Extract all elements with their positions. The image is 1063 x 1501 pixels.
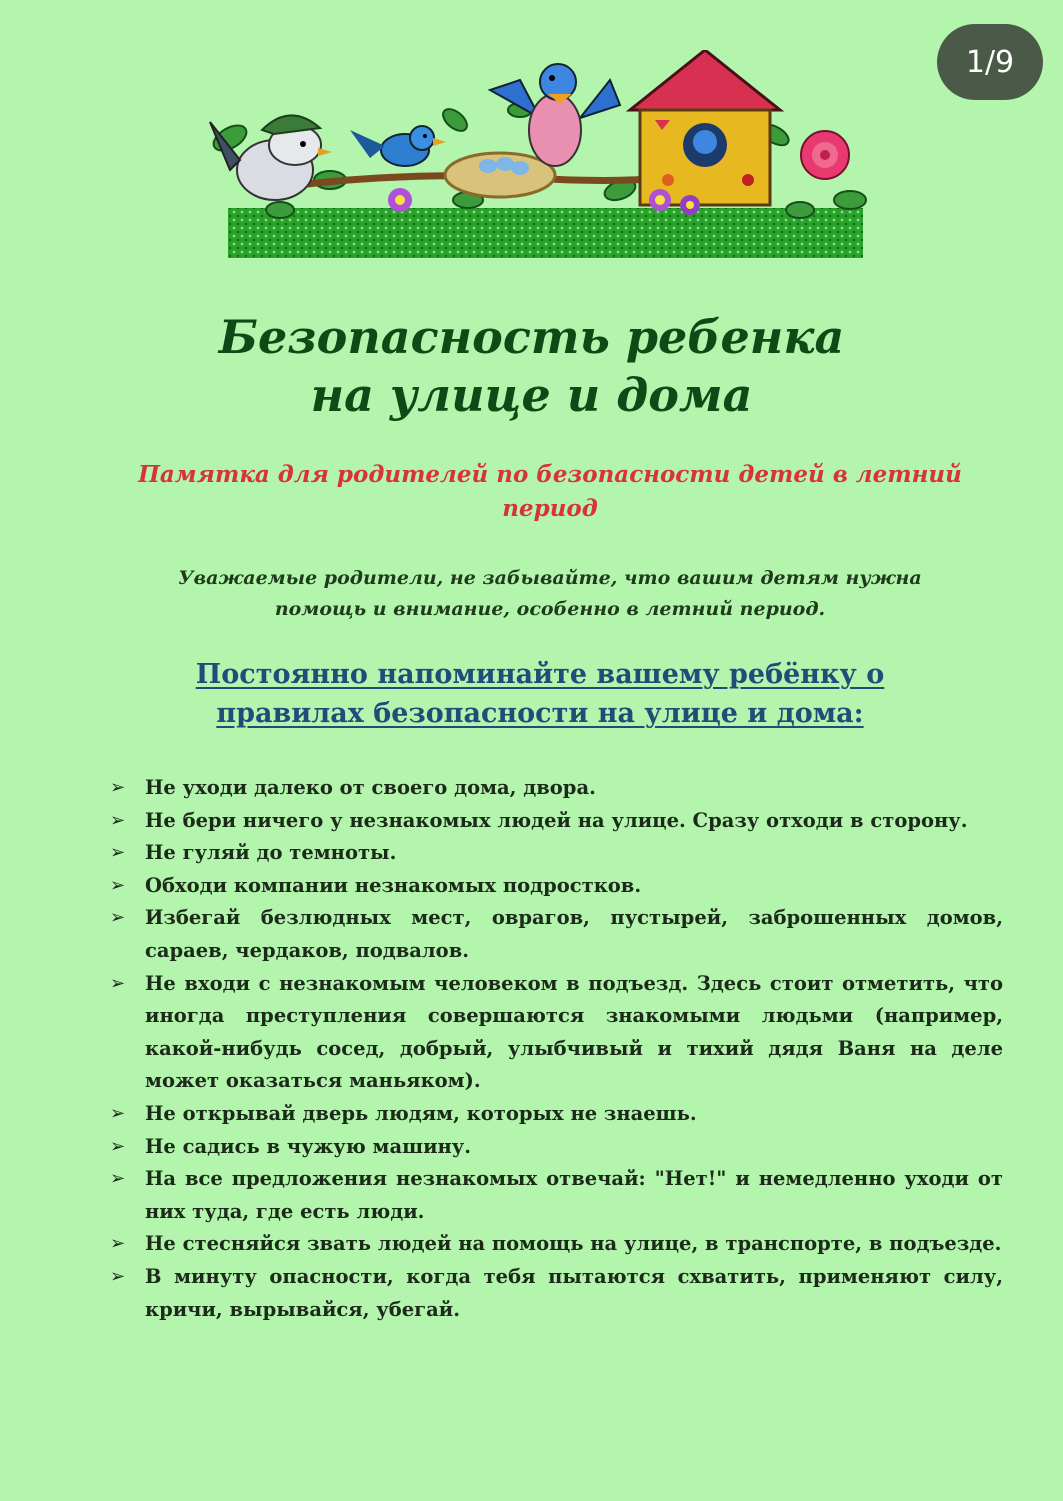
bullet-arrow-icon: ➢ xyxy=(110,1265,126,1287)
page-title xyxy=(0,308,1063,424)
rose-icon xyxy=(801,131,849,179)
title-line-1: Безопасность ребенка xyxy=(218,310,845,364)
list-item xyxy=(108,902,1003,967)
intro-line-2: помощь и внимание, особенно в летний период. xyxy=(274,598,826,620)
rules-list xyxy=(108,772,1003,1326)
list-item xyxy=(108,1131,1003,1164)
list-item xyxy=(108,837,1003,870)
list-item xyxy=(108,1163,1003,1228)
list-item xyxy=(108,772,1003,805)
list-item xyxy=(108,1228,1003,1261)
bullet-arrow-icon: ➢ xyxy=(110,809,126,831)
title-line-2: на улице и дома xyxy=(310,368,753,422)
rules-heading-line-1: Постоянно напоминайте вашему ребёнку о xyxy=(195,659,885,690)
subtitle-line-1: Памятка для родителей по безопасности детей в летний xyxy=(138,461,962,488)
bullet-arrow-icon: ➢ xyxy=(110,1102,126,1124)
intro-text xyxy=(60,563,1040,625)
rule-text: В минуту опасности, когда тебя пытаются схватить, применяют силу, кричи, вырывайся, убегай. xyxy=(145,1264,1003,1321)
list-item xyxy=(108,870,1003,903)
rule-text: Не стесняйся звать людей на помощь на улице, в транспорте, в подъезде. xyxy=(145,1232,1002,1256)
bird-nest-icon xyxy=(445,153,555,197)
intro-line-1: Уважаемые родители, не забывайте, что вашим детям нужна xyxy=(178,567,922,589)
bullet-arrow-icon: ➢ xyxy=(110,777,126,798)
subtitle xyxy=(60,458,1040,526)
list-item xyxy=(108,805,1003,838)
rule-text: Не открывай дверь людям, которых не знаешь. xyxy=(145,1101,697,1125)
grass-icon xyxy=(228,208,863,258)
bullet-arrow-icon: ➢ xyxy=(110,874,126,896)
bullet-arrow-icon: ➢ xyxy=(110,1168,126,1190)
rule-text: Не садись в чужую машину. xyxy=(145,1134,472,1158)
list-item xyxy=(108,1261,1003,1326)
garden-banner-illustration xyxy=(200,50,870,265)
rule-text: Обходи компании незнакомых подростков. xyxy=(145,873,642,897)
bird-icon xyxy=(490,64,620,166)
rule-text: Не входи с незнакомым человеком в подъезд. Здесь стоит отметить, что иногда преступления совершаются знакомыми людьми (например, какой-нибудь сосед, добрый, улыбчивый и тихий дядя Ваня на деле может оказаться маньяком). xyxy=(145,971,1003,1093)
bullet-arrow-icon: ➢ xyxy=(110,907,126,929)
bullet-arrow-icon: ➢ xyxy=(110,1135,126,1157)
birdhouse-icon xyxy=(630,50,780,205)
rule-text: Не бери ничего у незнакомых людей на улице. Сразу отходи в сторону. xyxy=(145,808,968,832)
subtitle-line-2: период xyxy=(502,495,598,522)
rules-heading-line-2: правилах безопасности на улице и дома: xyxy=(216,698,864,729)
rule-text: Избегай безлюдных мест, оврагов, пустырей, заброшенных домов, сараев, чердаков, подвалов. xyxy=(145,906,1003,962)
bird-icon xyxy=(350,126,446,166)
rule-text: Не уходи далеко от своего дома, двора. xyxy=(145,776,596,799)
rules-heading xyxy=(60,655,1020,733)
rule-text: Не гуляй до темноты. xyxy=(145,841,397,865)
bullet-arrow-icon: ➢ xyxy=(110,842,126,864)
page-counter: 1/9 xyxy=(937,24,1043,100)
list-item xyxy=(108,968,1003,1098)
rule-text: На все предложения незнакомых отвечай: "Нет!" и немедленно уходи от них туда, где есть люди. xyxy=(145,1167,1003,1223)
list-item xyxy=(108,1098,1003,1131)
bullet-arrow-icon: ➢ xyxy=(110,972,126,994)
bullet-arrow-icon: ➢ xyxy=(110,1233,126,1255)
